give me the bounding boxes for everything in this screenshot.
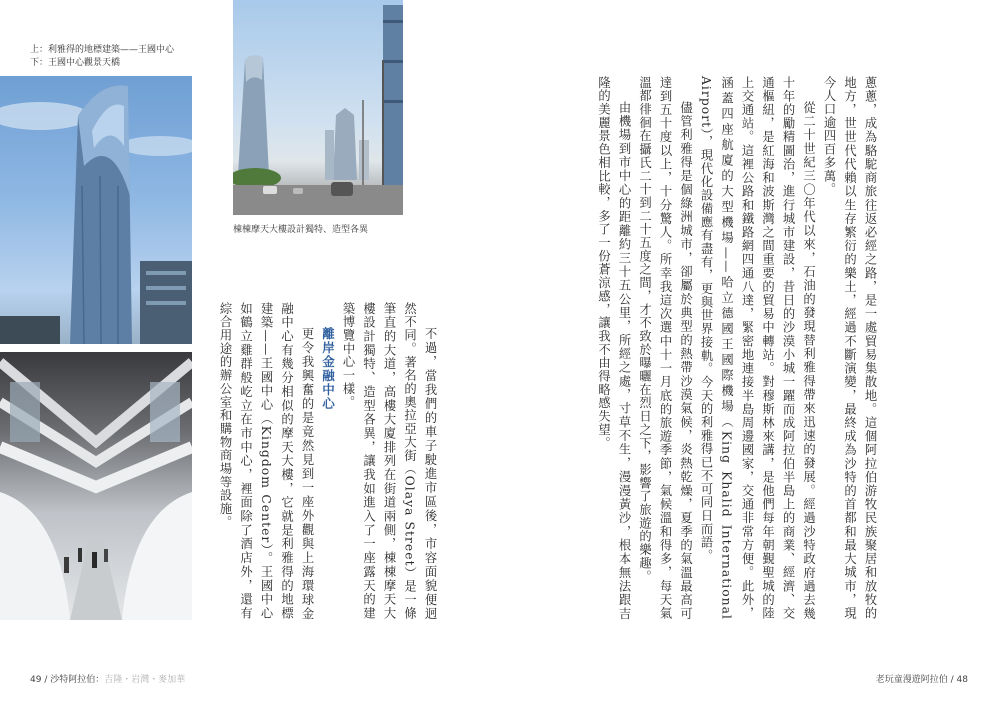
folio-left: 49 / 沙特阿拉伯：吉隆・岩灣・麥加華 (30, 675, 186, 685)
right-paragraph-1: 蔥蔥，成為駱駝商旅往返必經之路，是一處貿易集散地。這個阿拉伯游牧民族聚居和放牧的地方，世世代代賴以生存繁衍的樂土，經過不斷演變，最終成為沙特的首都和最大城市，現今人口逾四百多萬。 (822, 76, 877, 620)
street-photo-caption: 棟棟摩天大樓設計獨特、造型各異 (233, 225, 369, 235)
left-paragraph-2: 更令我興奮的是竟然見到一座外觀與上海環球金融中心有幾分相似的摩天大樓，它就是利雅得的地標建築——王國中心（Kingdom Center）。王國中心如鶴立雞群般屹立在市中心，裡面除了酒店外，還有綜合用途的辦公室和購物商場等設施。 (218, 302, 314, 620)
right-paragraph-3: 儘管利雅得是個綠洲城市，卻屬於典型的熱帶沙漠氣候，炎熱乾燥，夏季的氣溫最高可達到五十度以上，十分驚人。所幸我這次選中十一月底的旅遊季節，氣候溫和得多，每天氣溫都徘徊在攝氏二十到二十五度之間，才不致於曝曬在烈日之下，影響了旅遊的樂趣。 (637, 76, 693, 620)
running-subtitle-left: 吉隆・岩灣・麥加華 (104, 675, 186, 685)
folio-separator: / (41, 675, 51, 685)
running-title-left: 沙特阿拉伯 (50, 675, 96, 685)
olaya-street-photo (233, 0, 403, 215)
folio-separator: / (947, 675, 957, 685)
left-paragraph-1: 不過，當我們的車子駛進市區後，市容面貌便迥然不同。著名的奧拉亞大街（Olaya Street）是一條筆直的大道，高樓大廈排列在街道兩側，棟棟摩天大樓設計獨特、造型各異，讓我如進入了一座露天的建築博覽中心一樣。 (341, 302, 437, 620)
folio-right (876, 672, 968, 685)
photo-caption-top (30, 44, 174, 70)
right-page-body (484, 76, 880, 620)
skybridge-photo (0, 352, 192, 620)
section-heading: 離岸金融中心 (320, 327, 336, 411)
right-paragraph-4: 由機場到市中心的距離約三十五公里，所經之處，寸草不生，漫漫黃沙，根本無法跟吉隆的美麗景色相比較，多了一份蒼涼感，讓我不由得略感失望。 (596, 76, 631, 620)
olaya-street-illustration (233, 0, 403, 215)
page-number-left: 49 (30, 675, 42, 685)
kingdom-center-illustration (0, 76, 192, 344)
caption-line-kingdom-center: 上：利雅得的地標建築——王國中心 (30, 45, 175, 55)
left-page-body (212, 302, 440, 620)
page-number-right: 48 (956, 675, 968, 685)
caption-line-skybridge: 下：王國中心觀景天橋 (30, 58, 121, 68)
skybridge-illustration (0, 352, 192, 620)
running-title-right: 老玩童漫遊阿拉伯 (875, 675, 948, 685)
right-paragraph-2: 從二十世紀三〇年代以來，石油的發現替利雅得帶來迅速的發展。經過沙特政府過去幾十年的勵精圖治，進行城市建設，昔日的沙漠小城一躍而成阿拉伯半島上的商業、經濟、交通樞紐，是紅海和波斯灣之間重要的貿易中轉站。對穆斯林來講，是他們每年朝覲聖城的陸上交通站。這裡公路和鐵路網四通八達，緊密地連接半島周邊國家，交通非常方便。此外，涵蓋四座航廈的大型機場——哈立德國王國際機場（King Khalid International Airport），現代化設備應有盡有，更與世界接軌。今天的利雅得已不可同日而語。 (699, 76, 816, 620)
kingdom-center-photo (0, 76, 192, 344)
